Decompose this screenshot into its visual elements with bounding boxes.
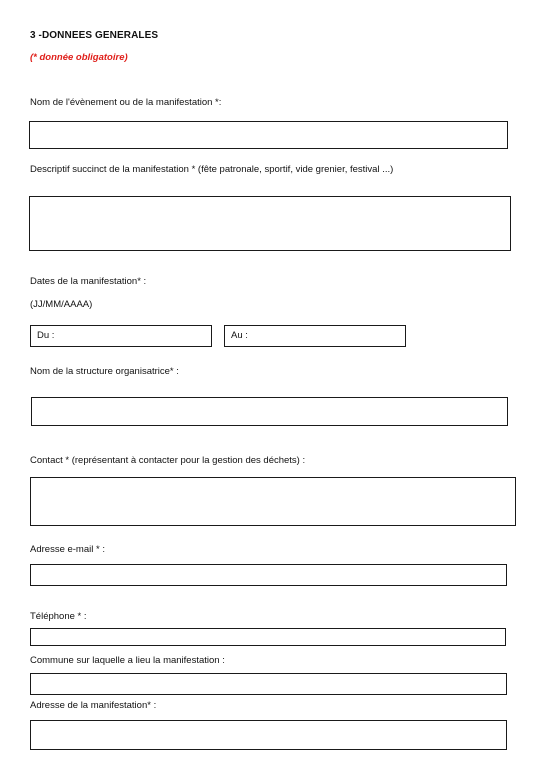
organizer-label: Nom de la structure organisatrice* : — [30, 366, 179, 377]
date-from-label: Du : — [37, 330, 55, 341]
phone-field[interactable] — [30, 628, 506, 646]
date-format-hint: (JJ/MM/AAAA) — [30, 299, 93, 310]
commune-field[interactable] — [30, 673, 507, 695]
organizer-field[interactable] — [31, 397, 508, 426]
description-label: Descriptif succinct de la manifestation * (fête patronale, sportif, vide grenier, festival ...) — [30, 164, 394, 175]
contact-label: Contact * (représentant à contacter pour la gestion des déchets) : — [30, 455, 306, 466]
date-from-field[interactable] — [30, 325, 212, 347]
dates-label: Dates de la manifestation* : — [30, 276, 147, 287]
event-name-field[interactable] — [29, 121, 508, 149]
contact-field[interactable] — [30, 477, 516, 526]
email-field[interactable] — [30, 564, 507, 586]
address-field[interactable] — [30, 720, 507, 750]
required-field-note: (* donnée obligatoire) — [30, 52, 128, 63]
address-label: Adresse de la manifestation* : — [30, 700, 157, 711]
section-heading: 3 -DONNEES GENERALES — [30, 30, 159, 41]
email-label: Adresse e-mail * : — [30, 544, 105, 555]
date-to-field[interactable] — [224, 325, 406, 347]
event-name-label: Nom de l'évènement ou de la manifestation *: — [30, 97, 222, 108]
date-to-label: Au : — [231, 330, 248, 341]
commune-label: Commune sur laquelle a lieu la manifestation : — [30, 655, 225, 666]
phone-label: Téléphone * : — [30, 611, 87, 622]
description-field[interactable] — [29, 196, 511, 251]
